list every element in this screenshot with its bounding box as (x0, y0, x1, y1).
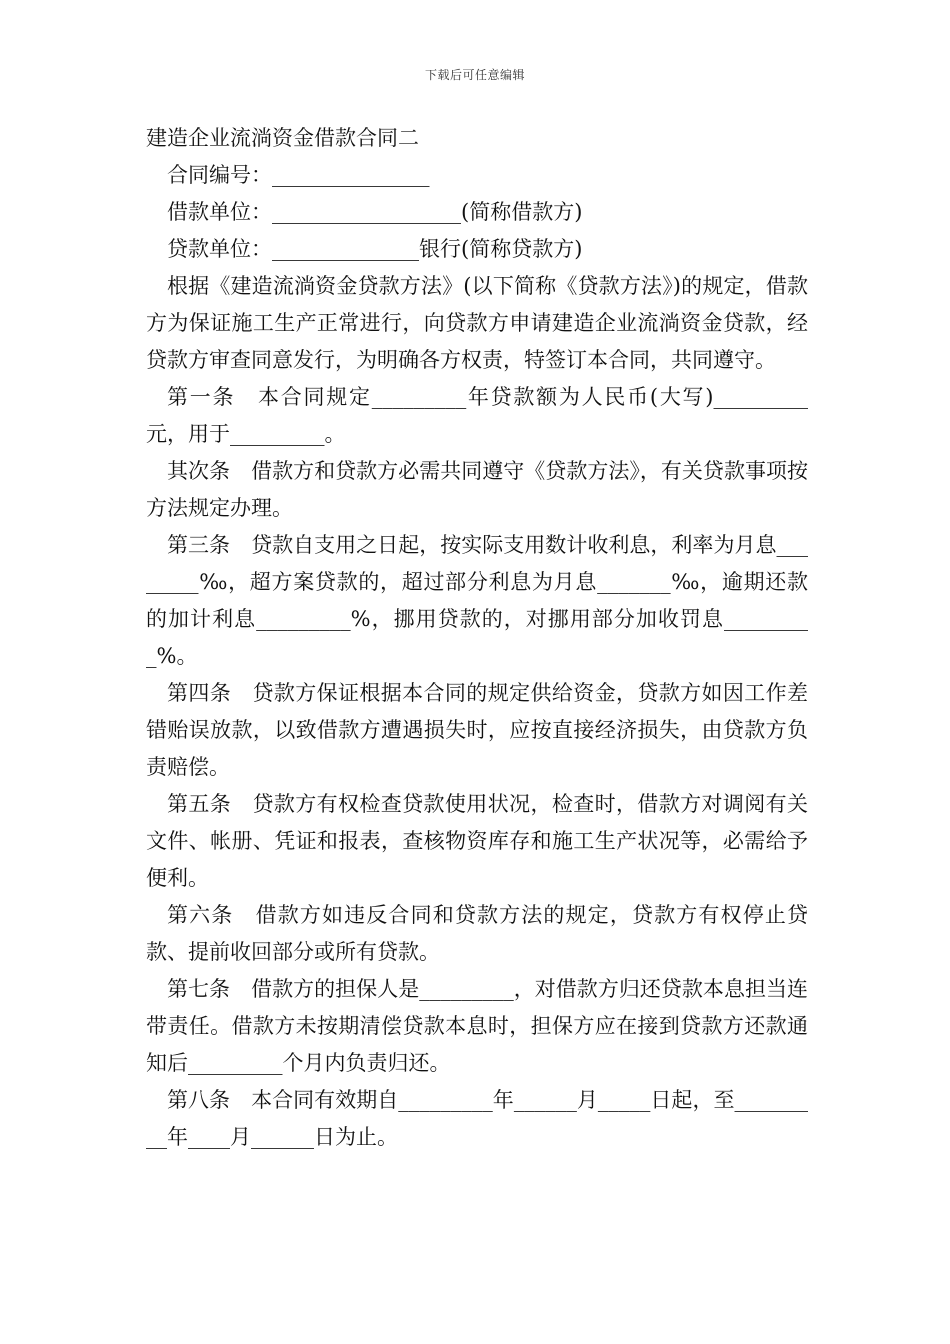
contract-number-line: 合同编号：_______________ (167, 163, 430, 187)
document-title: 建造企业流淌资金借款合同二 (146, 126, 419, 150)
article-2: 其次条 借款方和贷款方必需共同遵守《贷款方法》，有关贷款事项按方法规定办理。 (146, 459, 808, 520)
article-4: 第四条 贷款方保证根据本合同的规定供给资金，贷款方如因工作差错贻误放款，以致借款方遭遇损失时，应按直接经济损失，由贷款方负责赔偿。 (146, 681, 808, 779)
document-body (146, 120, 808, 1156)
article-8: 第八条 本合同有效期自_________年______月_____日起，至_________年____月______日为止。 (146, 1088, 808, 1149)
article-6: 第六条 借款方如违反合同和贷款方法的规定，贷款方有权停止贷款、提前收回部分或所有贷款。 (146, 903, 808, 964)
page-header: 下载后可任意编辑 (424, 68, 525, 82)
preamble-paragraph: 根据《建造流淌资金贷款方法》(以下简称《贷款方法》)的规定，借款方为保证施工生产正常进行，向贷款方申请建造企业流淌资金贷款，经贷款方审查同意发行，为明确各方权责，特签订本合同，共同遵守。 (146, 274, 808, 372)
article-1: 第一条 本合同规定_________年贷款额为人民币(大写)_________元，用于_________。 (146, 385, 808, 446)
lender-line: 贷款单位：______________银行(简称贷款方) (167, 237, 583, 261)
article-7: 第七条 借款方的担保人是_________，对借款方归还贷款本息担当连带责任。借款方未按期清偿贷款本息时，担保方应在接到贷款方还款通知后_________个月内负责归还。 (146, 977, 808, 1075)
article-3: 第三条 贷款自支用之日起，按实际支用数计收利息，利率为月息________‰，超方案贷款的，超过部分利息为月息_______‰，逾期还款的加计利息_________%，挪用贷款的，对挪用部分加收罚息_________%。 (146, 533, 808, 668)
article-5: 第五条 贷款方有权检查贷款使用状况，检查时，借款方对调阅有关文件、帐册、凭证和报表，查核物资库存和施工生产状况等，必需给予便利。 (146, 792, 808, 890)
borrower-line: 借款单位：__________________(简称借款方) (167, 200, 583, 224)
